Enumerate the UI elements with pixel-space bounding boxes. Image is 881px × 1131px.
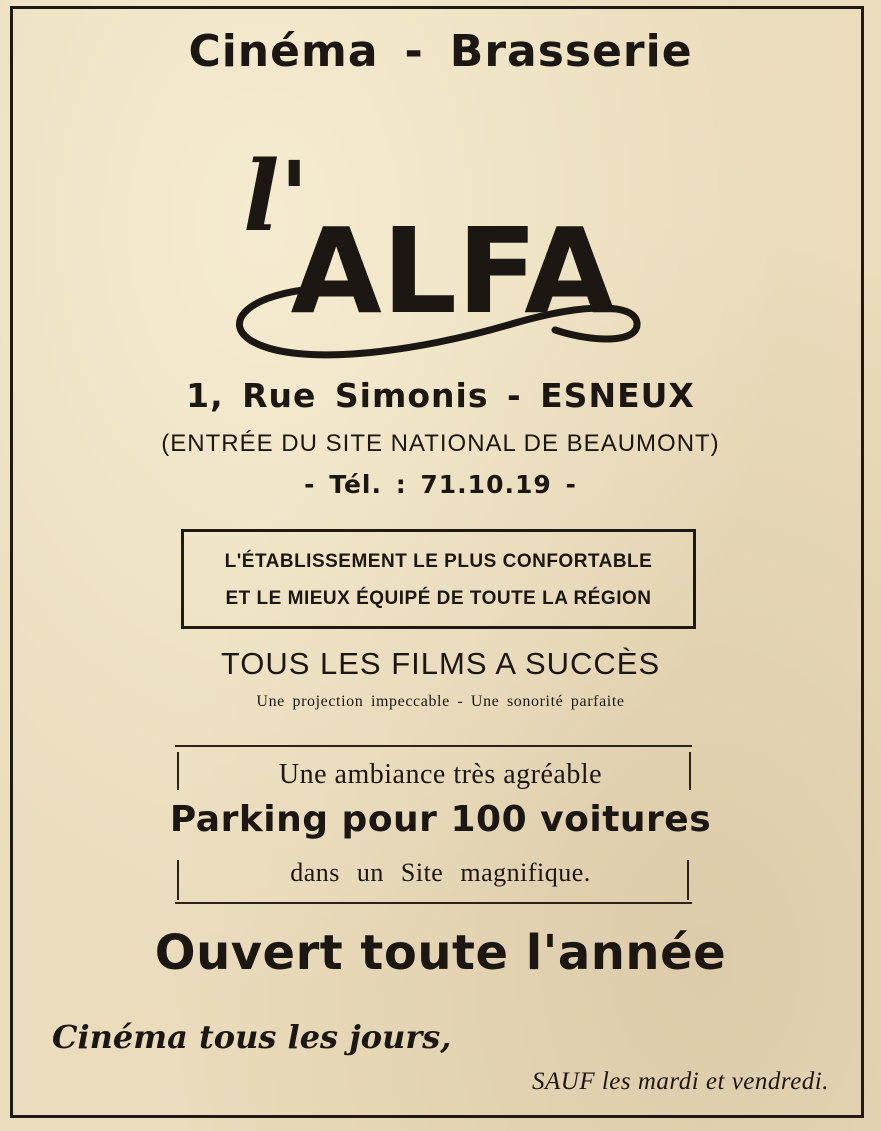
alfa-logo	[225, 118, 655, 363]
phone-number: - Tél. : 71.10.19 -	[304, 470, 577, 499]
header-title	[0, 26, 881, 77]
amenities-rule-bottom	[175, 902, 692, 904]
highlight-line-1: L'ÉTABLISSEMENT LE PLUS CONFORTABLE	[224, 551, 653, 572]
schedule-exception: SAUF les mardi et vendredi.	[532, 1068, 829, 1095]
schedule-daily: Cinéma tous les jours,	[52, 1018, 452, 1056]
films-subline: Une projection impeccable - Une sonorité parfaite	[256, 693, 625, 710]
logo-article: l'	[243, 140, 309, 253]
open-all-year-headline: Ouvert toute l'année	[154, 925, 727, 981]
logo-name: ALFA	[290, 202, 616, 340]
entrance-note: (ENTRÉE DU SITE NATIONAL DE BEAUMONT)	[161, 430, 720, 457]
highlight-line-2: ET LE MIEUX ÉQUIPÉ DE TOUTE LA RÉGION	[225, 588, 652, 609]
highlight-box	[181, 529, 696, 629]
films-headline: TOUS LES FILMS A SUCCÈS	[220, 646, 661, 681]
site-line: dans un Site magnifique.	[290, 858, 591, 887]
ambiance-line: Une ambiance très agréable	[278, 759, 603, 790]
street-address: 1, Rue Simonis - ESNEUX	[186, 376, 695, 415]
parking-line: Parking pour 100 voitures	[169, 799, 712, 840]
header-separator: -	[404, 26, 424, 77]
amenities-rule-top	[175, 745, 692, 747]
header-cinema: Cinéma	[188, 26, 379, 77]
header-brasserie: Brasserie	[449, 26, 693, 77]
